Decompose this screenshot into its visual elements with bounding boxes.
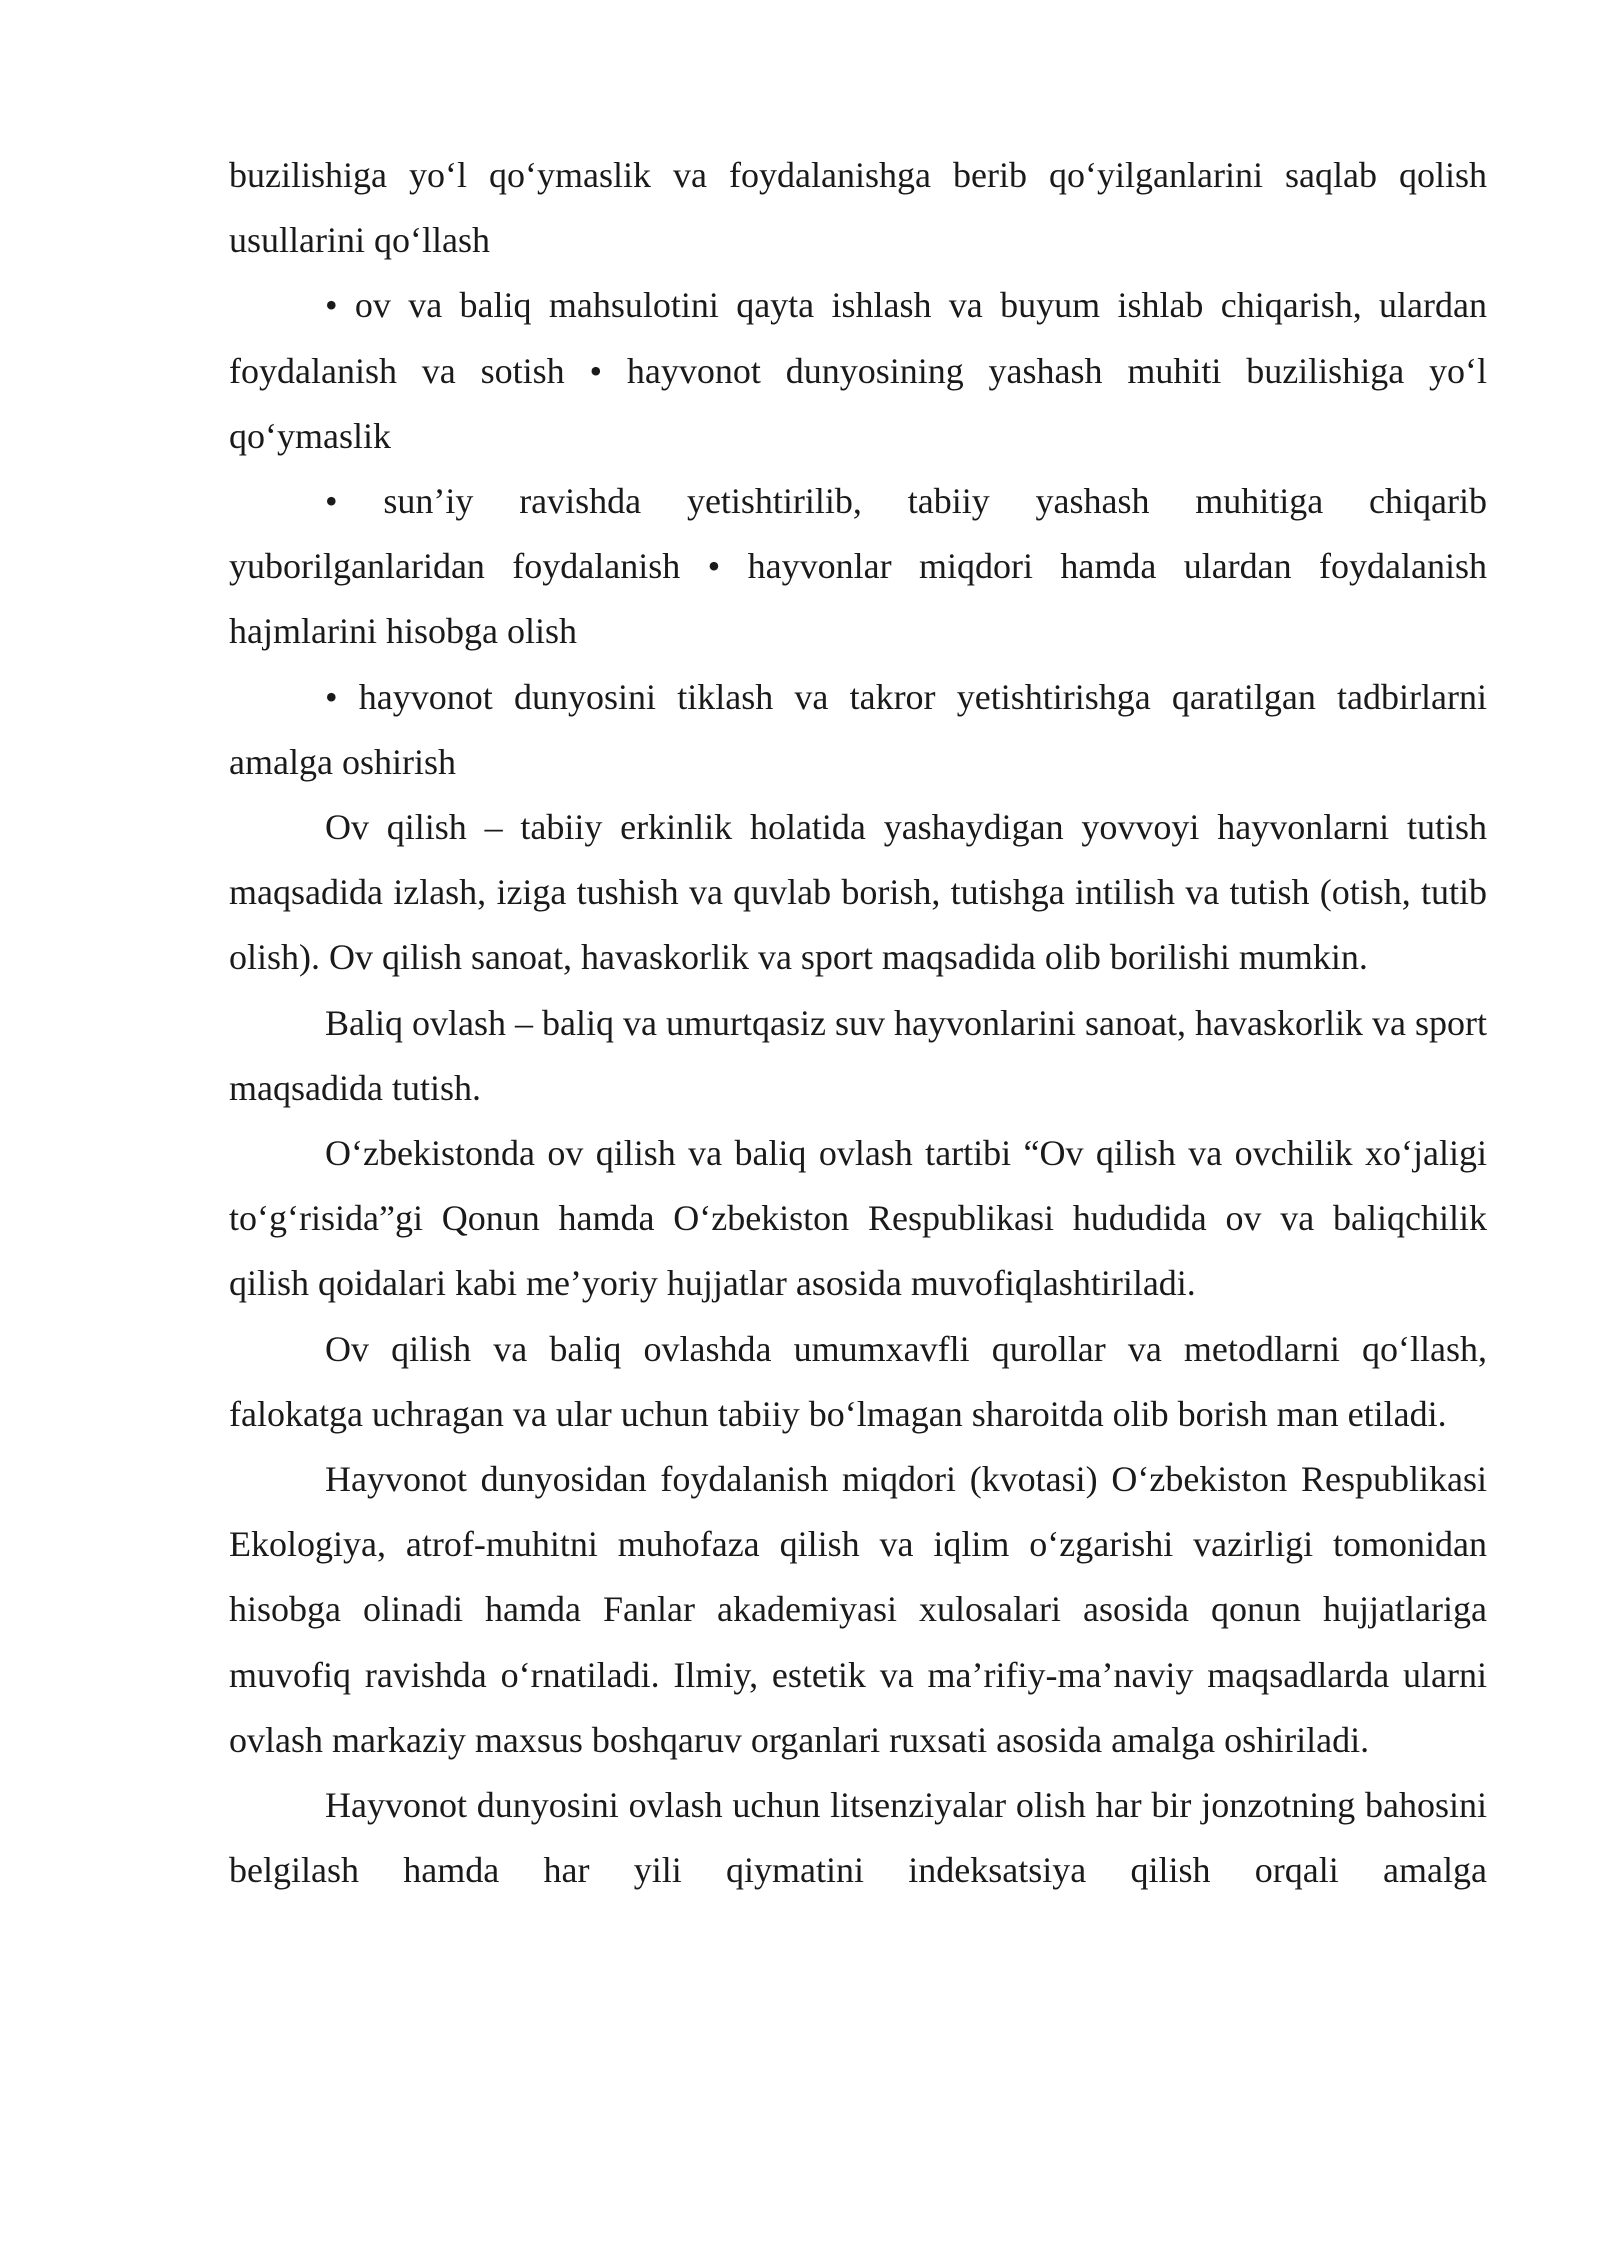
bullet-paragraph-artificial: • sun’iy ravishda yetishtirilib, tabiiy yashash muhitiga chiqarib yuborilganlaridan foydalanish • hayvonlar miqdori hamda ulardan foydalanish hajmlarini hisobga olish bbox=[229, 481, 1487, 652]
paragraph-hunting-definition: Ov qilish – tabiiy erkinlik holatida yashaydigan yovvoyi hayvonlarni tutish maqsadida izlash, iziga tushish va quvlab borish, tutishga intilish va tutish (otish, tutib olish). Ov qilish sanoat, havaskorlik va sport maqsadida olib borilishi mumkin. bbox=[229, 807, 1487, 978]
bullet-paragraph-processing: • ov va baliq mahsulotini qayta ishlash va buyum ishlab chiqarish, ulardan foydalanish va sotish • hayvonot dunyosining yashash muhiti buzilishiga yo‘l qo‘ymaslik bbox=[229, 285, 1487, 456]
bullet-paragraph-restoration: • hayvonot dunyosini tiklash va takror yetishtirishga qaratilgan tadbirlarni amalga oshirish bbox=[229, 676, 1487, 782]
paragraph-fishing-definition: Baliq ovlash – baliq va umurtqasiz suv hayvonlarini sanoat, havaskorlik va sport maqsadida tutish. bbox=[229, 1002, 1487, 1108]
paragraph-continuation: buzilishiga yo‘l qo‘ymaslik va foydalanishga berib qo‘yilganlarini saqlab qolish usullarini qo‘llash bbox=[229, 155, 1487, 261]
paragraph-quota: Hayvonot dunyosidan foydalanish miqdori (kvotasi) O‘zbekiston Respublikasi Ekologiya, atrof-muhitni muhofaza qilish va iqlim o‘zgarishi vazirligi tomonidan hisobga olinadi hamda Fanlar akademiyasi xulosalari asosida qonun hujjatlariga muvofiq ravishda o‘rnatiladi. Ilmiy, estetik va ma’rifiy-ma’naviy maqsadlarda ularni ovlash markaziy maxsus boshqaruv organlari ruxsati asosida amalga oshiriladi. bbox=[229, 1459, 1487, 1760]
paragraph-licenses: Hayvonot dunyosini ovlash uchun litsenziyalar olish har bir jonzotning bahosini belgilash hamda har yili qiymatini indeksatsiya qilish orqali amalga bbox=[229, 1785, 1487, 1891]
paragraph-prohibition: Ov qilish va baliq ovlashda umumxavfli qurollar va metodlarni qo‘llash, falokatga uchragan va ular uchun tabiiy bo‘lmagan sharoitda olib borish man etiladi. bbox=[229, 1328, 1487, 1434]
document-body bbox=[229, 143, 1487, 1903]
paragraph-regulation: O‘zbekistonda ov qilish va baliq ovlash tartibi “Ov qilish va ovchilik xo‘jaligi to‘g‘risida”gi Qonun hamda O‘zbekiston Respublikasi hududida ov va baliqchilik qilish qoidalari kabi me’yoriy hujjatlar asosida muvofiqlashtiriladi. bbox=[229, 1133, 1487, 1304]
